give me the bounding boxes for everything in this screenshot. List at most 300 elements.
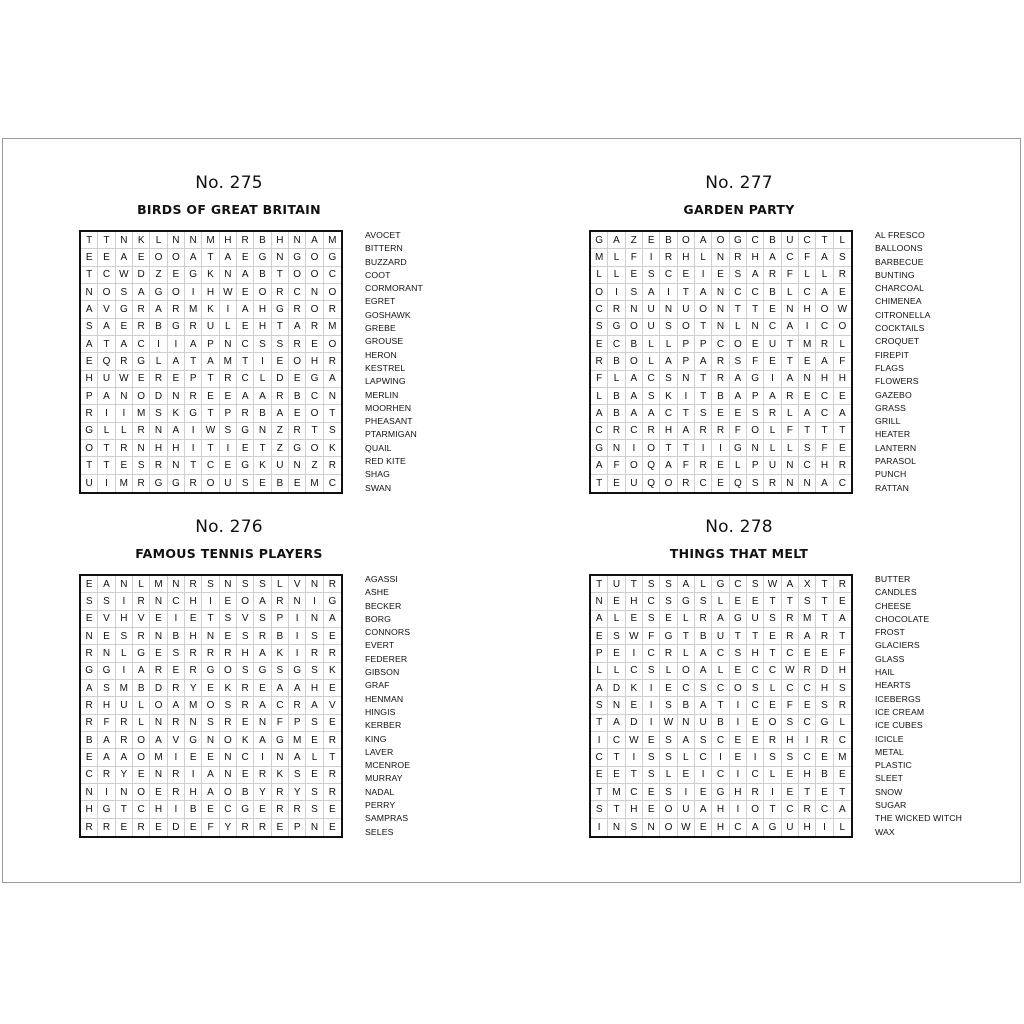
grid-letter: V xyxy=(168,732,185,749)
grid-letter: C xyxy=(816,405,833,422)
grid-letter: O xyxy=(626,319,643,336)
grid-letter: C xyxy=(730,819,747,836)
grid-letter: Z xyxy=(272,440,289,457)
grid-letter: E xyxy=(237,767,254,784)
grid-letter: L xyxy=(643,336,660,353)
grid-letter: E xyxy=(150,819,167,836)
grid-letter: N xyxy=(306,819,323,836)
grid-letter: C xyxy=(237,336,254,353)
grid-letter: R xyxy=(289,336,306,353)
grid-letter: N xyxy=(254,715,271,732)
grid-letter: O xyxy=(254,284,271,301)
grid-letter: B xyxy=(289,388,306,405)
word-list-item: COCKTAILS xyxy=(875,323,925,334)
grid-letter: Z xyxy=(626,232,643,249)
grid-letter: F xyxy=(591,371,608,388)
grid-letter: E xyxy=(730,663,747,680)
grid-letter: A xyxy=(98,576,115,593)
grid-letter: E xyxy=(678,267,695,284)
grid-letter: I xyxy=(695,440,712,457)
grid-letter: A xyxy=(324,371,341,388)
grid-letter: O xyxy=(660,819,677,836)
grid-letter: R xyxy=(81,819,98,836)
grid-letter: X xyxy=(799,576,816,593)
grid-letter: H xyxy=(747,645,764,662)
grid-letter: S xyxy=(643,663,660,680)
grid-letter: K xyxy=(272,645,289,662)
grid-letter: I xyxy=(116,405,133,422)
grid-letter: E xyxy=(626,267,643,284)
grid-letter: O xyxy=(220,663,237,680)
grid-letter: N xyxy=(306,284,323,301)
grid-letter: O xyxy=(133,749,150,766)
grid-letter: U xyxy=(712,628,729,645)
grid-letter: E xyxy=(133,767,150,784)
grid-letter: I xyxy=(643,680,660,697)
word-list-item: GROUSE xyxy=(365,336,404,347)
grid-letter: T xyxy=(660,440,677,457)
grid-letter: H xyxy=(185,593,202,610)
grid-letter: O xyxy=(306,249,323,266)
word-list-item: CHOCOLATE xyxy=(875,613,930,624)
grid-letter: E xyxy=(764,697,781,714)
grid-letter: E xyxy=(98,249,115,266)
grid-letter: R xyxy=(272,593,289,610)
grid-letter: R xyxy=(695,423,712,440)
grid-letter: L xyxy=(133,697,150,714)
grid-letter: G xyxy=(168,475,185,492)
grid-letter: N xyxy=(712,301,729,318)
grid-letter: S xyxy=(643,267,660,284)
grid-letter: P xyxy=(81,388,98,405)
grid-letter: S xyxy=(591,319,608,336)
grid-letter: L xyxy=(678,749,695,766)
grid-letter: S xyxy=(168,645,185,662)
grid-letter: A xyxy=(81,680,98,697)
grid-letter: H xyxy=(254,319,271,336)
grid-letter: E xyxy=(834,284,851,301)
grid-letter: Y xyxy=(185,680,202,697)
grid-letter: C xyxy=(747,232,764,249)
word-list-item: HENMAN xyxy=(365,693,404,704)
grid-letter: G xyxy=(168,319,185,336)
grid-letter: I xyxy=(98,784,115,801)
grid-letter: W xyxy=(782,663,799,680)
grid-letter: C xyxy=(643,645,660,662)
grid-letter: I xyxy=(591,819,608,836)
grid-letter: C xyxy=(782,249,799,266)
grid-letter: T xyxy=(747,628,764,645)
grid-letter: E xyxy=(834,593,851,610)
grid-letter: S xyxy=(643,749,660,766)
grid-letter: N xyxy=(116,388,133,405)
grid-letter: E xyxy=(220,593,237,610)
grid-letter: E xyxy=(81,749,98,766)
grid-letter: G xyxy=(237,801,254,818)
grid-letter: E xyxy=(220,457,237,474)
grid-letter: A xyxy=(799,405,816,422)
grid-letter: T xyxy=(764,801,781,818)
grid-letter: M xyxy=(289,732,306,749)
grid-letter: N xyxy=(712,249,729,266)
grid-letter: R xyxy=(660,249,677,266)
grid-letter: E xyxy=(608,645,625,662)
grid-letter: R xyxy=(116,440,133,457)
grid-letter: N xyxy=(220,749,237,766)
grid-letter: B xyxy=(608,353,625,370)
grid-letter: R xyxy=(834,697,851,714)
grid-letter: U xyxy=(81,475,98,492)
grid-letter: O xyxy=(730,680,747,697)
grid-letter: G xyxy=(712,576,729,593)
grid-letter: R xyxy=(220,371,237,388)
grid-letter: A xyxy=(272,680,289,697)
grid-letter: F xyxy=(799,249,816,266)
grid-letter: T xyxy=(237,353,254,370)
grid-letter: S xyxy=(695,732,712,749)
grid-letter: F xyxy=(626,249,643,266)
grid-letter: E xyxy=(220,628,237,645)
grid-letter: R xyxy=(98,767,115,784)
grid-letter: E xyxy=(712,475,729,492)
grid-letter: L xyxy=(660,663,677,680)
grid-letter: R xyxy=(782,628,799,645)
grid-letter: R xyxy=(324,732,341,749)
letter-grid xyxy=(589,230,853,494)
grid-letter: N xyxy=(608,440,625,457)
grid-letter: P xyxy=(678,353,695,370)
word-list-item: EVERT xyxy=(365,640,395,651)
word-list-item: MERLIN xyxy=(365,389,399,400)
grid-letter: G xyxy=(237,457,254,474)
grid-letter: H xyxy=(712,819,729,836)
grid-letter: S xyxy=(747,680,764,697)
grid-letter: R xyxy=(168,767,185,784)
grid-letter: G xyxy=(324,249,341,266)
grid-letter: A xyxy=(133,284,150,301)
grid-letter: S xyxy=(799,440,816,457)
grid-letter: S xyxy=(643,611,660,628)
grid-letter: V xyxy=(98,611,115,628)
grid-letter: A xyxy=(150,732,167,749)
grid-letter: N xyxy=(678,715,695,732)
grid-letter: R xyxy=(712,371,729,388)
grid-letter: A xyxy=(643,284,660,301)
grid-letter: N xyxy=(150,628,167,645)
word-list-item: BARBECUE xyxy=(875,256,924,267)
grid-letter: H xyxy=(220,232,237,249)
letter-grid xyxy=(589,574,853,838)
word-list-item: KING xyxy=(365,733,387,744)
grid-letter: E xyxy=(185,819,202,836)
grid-letter: L xyxy=(678,611,695,628)
grid-letter: O xyxy=(816,301,833,318)
grid-letter: S xyxy=(660,593,677,610)
word-list-item: GAZEBO xyxy=(875,389,912,400)
grid-letter: R xyxy=(324,457,341,474)
grid-letter: V xyxy=(324,697,341,714)
grid-letter: R xyxy=(289,801,306,818)
grid-letter: N xyxy=(591,593,608,610)
grid-letter: O xyxy=(306,301,323,318)
book-spread xyxy=(2,138,1021,883)
grid-letter: S xyxy=(81,319,98,336)
grid-letter: G xyxy=(730,611,747,628)
grid-letter: T xyxy=(834,784,851,801)
grid-letter: T xyxy=(678,440,695,457)
grid-letter: A xyxy=(816,475,833,492)
grid-letter: U xyxy=(608,576,625,593)
grid-letter: W xyxy=(202,423,219,440)
grid-letter: C xyxy=(626,663,643,680)
grid-letter: U xyxy=(626,475,643,492)
grid-letter: R xyxy=(237,680,254,697)
grid-letter: A xyxy=(695,232,712,249)
grid-letter: R xyxy=(254,767,271,784)
grid-letter: C xyxy=(747,663,764,680)
grid-letter: A xyxy=(730,371,747,388)
grid-letter: S xyxy=(660,576,677,593)
grid-letter: S xyxy=(202,576,219,593)
word-list-item: CROQUET xyxy=(875,336,920,347)
grid-letter: H xyxy=(799,301,816,318)
grid-letter: S xyxy=(660,697,677,714)
grid-letter: R xyxy=(695,457,712,474)
grid-letter: F xyxy=(608,457,625,474)
grid-letter: E xyxy=(328,821,336,833)
grid-letter: I xyxy=(678,784,695,801)
grid-letter: R xyxy=(764,732,781,749)
grid-letter: A xyxy=(591,457,608,474)
grid-letter: E xyxy=(747,732,764,749)
grid-letter: B xyxy=(185,801,202,818)
grid-letter: P xyxy=(591,645,608,662)
grid-letter: H xyxy=(730,784,747,801)
grid-letter: B xyxy=(608,405,625,422)
grid-letter: C xyxy=(626,784,643,801)
grid-letter: E xyxy=(324,715,341,732)
grid-letter: G xyxy=(272,732,289,749)
grid-letter: R xyxy=(712,423,729,440)
grid-letter: T xyxy=(678,284,695,301)
grid-letter: S xyxy=(254,336,271,353)
grid-letter: B xyxy=(272,628,289,645)
grid-letter: N xyxy=(150,593,167,610)
grid-letter: C xyxy=(747,697,764,714)
grid-letter: B xyxy=(626,336,643,353)
grid-letter: T xyxy=(816,611,833,628)
grid-letter: K xyxy=(324,663,341,680)
grid-letter: G xyxy=(816,715,833,732)
word-list-item: KERBER xyxy=(365,720,402,731)
grid-letter: E xyxy=(254,680,271,697)
grid-letter: N xyxy=(643,819,660,836)
grid-letter: I xyxy=(712,440,729,457)
grid-letter: E xyxy=(626,697,643,714)
grid-letter: L xyxy=(116,423,133,440)
grid-letter: C xyxy=(730,284,747,301)
grid-letter: L xyxy=(839,821,846,833)
grid-letter: N xyxy=(81,628,98,645)
grid-letter: L xyxy=(591,388,608,405)
grid-letter: S xyxy=(695,593,712,610)
word-list xyxy=(875,229,931,495)
grid-letter: L xyxy=(116,645,133,662)
grid-letter: C xyxy=(782,645,799,662)
grid-letter: S xyxy=(626,819,643,836)
grid-letter: P xyxy=(202,336,219,353)
grid-letter: C xyxy=(168,593,185,610)
grid-letter: F xyxy=(834,353,851,370)
grid-letter: R xyxy=(150,663,167,680)
grid-letter: A xyxy=(626,388,643,405)
grid-letter: H xyxy=(799,819,816,836)
grid-letter: F xyxy=(643,628,660,645)
grid-letter: G xyxy=(730,232,747,249)
grid-letter: A xyxy=(237,301,254,318)
grid-letter: A xyxy=(168,423,185,440)
grid-letter: E xyxy=(626,611,643,628)
grid-letter: A xyxy=(834,611,851,628)
grid-letter: C xyxy=(695,749,712,766)
grid-letter: G xyxy=(272,301,289,318)
grid-letter: G xyxy=(237,423,254,440)
grid-letter: R xyxy=(237,819,254,836)
grid-letter: T xyxy=(816,576,833,593)
grid-letter: L xyxy=(764,423,781,440)
grid-letter: A xyxy=(116,336,133,353)
grid-letter: A xyxy=(289,749,306,766)
grid-letter: T xyxy=(98,440,115,457)
grid-letter: H xyxy=(185,628,202,645)
word-list-item: LAPWING xyxy=(365,376,406,387)
grid-letter: R xyxy=(764,475,781,492)
grid-letter: N xyxy=(185,232,202,249)
grid-letter: H xyxy=(116,611,133,628)
grid-letter: N xyxy=(799,371,816,388)
grid-letter: I xyxy=(168,611,185,628)
grid-letter: B xyxy=(254,267,271,284)
grid-letter: H xyxy=(747,249,764,266)
grid-letter: G xyxy=(289,249,306,266)
grid-letter: R xyxy=(764,267,781,284)
grid-letter: O xyxy=(133,388,150,405)
grid-letter: I xyxy=(150,336,167,353)
grid-letter: G xyxy=(289,663,306,680)
grid-letter: C xyxy=(816,319,833,336)
grid-letter: D xyxy=(816,663,833,680)
grid-letter: S xyxy=(660,749,677,766)
grid-letter: T xyxy=(98,232,115,249)
grid-letter: A xyxy=(591,680,608,697)
grid-letter: E xyxy=(116,457,133,474)
grid-letter: A xyxy=(116,749,133,766)
grid-letter: P xyxy=(747,457,764,474)
grid-letter: L xyxy=(712,593,729,610)
grid-letter: B xyxy=(660,232,677,249)
grid-letter: E xyxy=(150,784,167,801)
grid-letter: H xyxy=(306,680,323,697)
grid-letter: R xyxy=(202,645,219,662)
grid-letter: R xyxy=(185,475,202,492)
grid-letter: A xyxy=(695,663,712,680)
grid-letter: R xyxy=(289,423,306,440)
grid-letter: F xyxy=(678,457,695,474)
grid-letter: M xyxy=(324,232,341,249)
grid-letter: E xyxy=(202,680,219,697)
grid-letter: C xyxy=(81,767,98,784)
grid-letter: M xyxy=(591,249,608,266)
grid-letter: A xyxy=(695,645,712,662)
grid-letter: S xyxy=(98,680,115,697)
grid-letter: A xyxy=(306,697,323,714)
grid-letter: T xyxy=(730,301,747,318)
grid-letter: T xyxy=(202,249,219,266)
grid-letter: E xyxy=(324,801,341,818)
grid-letter: M xyxy=(202,232,219,249)
grid-letter: E xyxy=(289,405,306,422)
grid-letter: M xyxy=(133,405,150,422)
grid-letter: I xyxy=(220,301,237,318)
grid-letter: N xyxy=(150,715,167,732)
grid-letter: R xyxy=(834,457,851,474)
grid-letter: L xyxy=(782,405,799,422)
word-list-item: SWAN xyxy=(365,482,392,493)
grid-letter: A xyxy=(254,388,271,405)
grid-letter: B xyxy=(712,388,729,405)
grid-letter: U xyxy=(98,371,115,388)
grid-letter: L xyxy=(782,284,799,301)
grid-letter: E xyxy=(168,371,185,388)
grid-letter: R xyxy=(185,576,202,593)
grid-letter: G xyxy=(306,371,323,388)
grid-letter: E xyxy=(254,475,271,492)
grid-letter: E xyxy=(202,388,219,405)
grid-letter: R xyxy=(185,319,202,336)
grid-letter: G xyxy=(289,440,306,457)
grid-letter: S xyxy=(116,628,133,645)
grid-letter: R xyxy=(608,423,625,440)
grid-letter: B xyxy=(678,697,695,714)
grid-letter: I xyxy=(168,336,185,353)
grid-letter: O xyxy=(660,801,677,818)
grid-letter: T xyxy=(202,371,219,388)
grid-letter: I xyxy=(712,749,729,766)
grid-letter: C xyxy=(764,319,781,336)
word-list-item: SAMPRAS xyxy=(365,813,409,824)
grid-letter: C xyxy=(834,732,851,749)
grid-letter: O xyxy=(747,801,764,818)
word-list-item: CORMORANT xyxy=(365,283,423,294)
grid-letter: E xyxy=(608,767,625,784)
grid-letter: R xyxy=(220,645,237,662)
grid-letter: S xyxy=(747,475,764,492)
grid-letter: S xyxy=(324,423,341,440)
grid-letter: I xyxy=(678,388,695,405)
word-list-item: MOORHEN xyxy=(365,402,412,413)
grid-letter: E xyxy=(816,784,833,801)
grid-letter: L xyxy=(695,249,712,266)
grid-letter: R xyxy=(324,784,341,801)
word-list-item: FROST xyxy=(875,627,905,638)
grid-letter: C xyxy=(133,801,150,818)
grid-letter: K xyxy=(272,767,289,784)
grid-letter: P xyxy=(747,388,764,405)
grid-letter: T xyxy=(202,611,219,628)
grid-letter: I xyxy=(626,440,643,457)
grid-letter: R xyxy=(81,715,98,732)
grid-letter: G xyxy=(185,732,202,749)
